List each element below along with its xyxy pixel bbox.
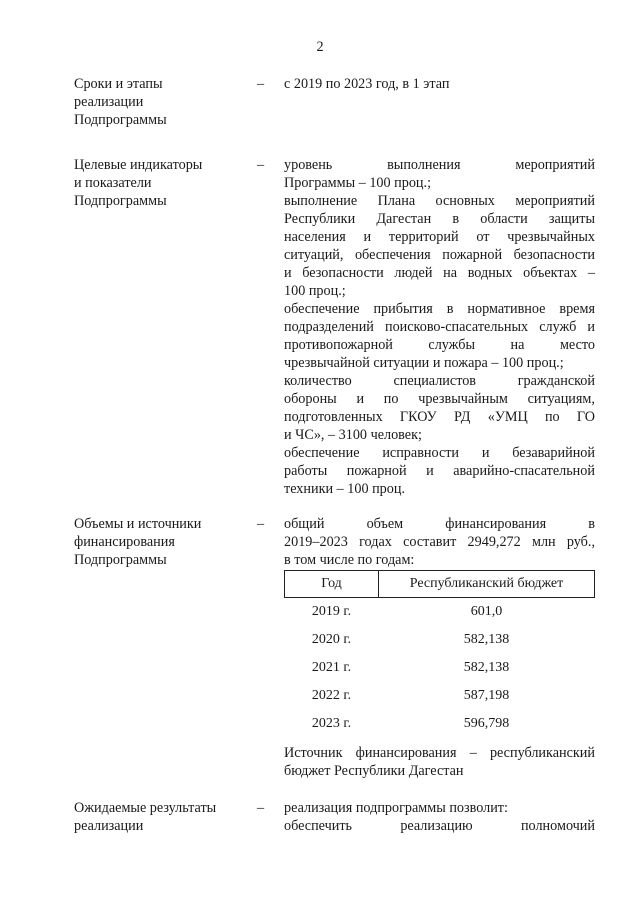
content-line bbox=[284, 300, 595, 318]
word: обеспечение bbox=[284, 445, 360, 461]
word: Дагестан bbox=[376, 211, 432, 227]
content-line: 100 проц.; bbox=[284, 283, 346, 299]
separator-dash: – bbox=[257, 76, 265, 92]
word: годах bbox=[359, 534, 392, 550]
label-line: Целевые индикаторы bbox=[74, 157, 203, 173]
word: уровень bbox=[284, 157, 333, 173]
financing-source bbox=[284, 744, 595, 780]
label-results bbox=[74, 799, 249, 835]
word: место bbox=[559, 337, 595, 353]
word: общий bbox=[284, 516, 325, 532]
content-line bbox=[284, 744, 595, 762]
content-line bbox=[284, 156, 595, 174]
content-line: с 2019 по 2023 год, в 1 этап bbox=[284, 76, 450, 92]
header-budget: Республиканский бюджет bbox=[379, 571, 595, 598]
word: – bbox=[587, 265, 595, 281]
label-line: Сроки и этапы bbox=[74, 76, 163, 92]
content-timeline bbox=[284, 75, 595, 93]
cell-year: 2020 г. bbox=[311, 632, 352, 647]
label-timeline bbox=[74, 75, 249, 129]
label-line: Подпрограммы bbox=[74, 112, 167, 128]
word: – bbox=[469, 745, 477, 761]
cell-year: 2023 г. bbox=[311, 716, 352, 731]
word: объектах bbox=[523, 265, 578, 281]
word: 2019–2023 bbox=[284, 534, 348, 550]
cell-budget: 587,198 bbox=[463, 688, 510, 703]
word: работы bbox=[284, 463, 328, 479]
content-line bbox=[284, 192, 595, 210]
financing-intro bbox=[284, 515, 595, 569]
cell-budget: 582,138 bbox=[463, 632, 510, 647]
label-line: Подпрограммы bbox=[74, 552, 167, 568]
content-line: чрезвычайной ситуации и пожара – 100 проц.; bbox=[284, 355, 564, 371]
word: населения bbox=[284, 229, 346, 245]
word: финансирования bbox=[355, 745, 457, 761]
label-line: реализации bbox=[74, 818, 144, 834]
content-line: техники – 100 проц. bbox=[284, 481, 406, 497]
word: руб., bbox=[566, 534, 595, 550]
word: аварийно-спасательной bbox=[453, 463, 595, 479]
word: мероприятий bbox=[515, 193, 595, 209]
word: обеспечения bbox=[354, 247, 431, 263]
table-row bbox=[285, 654, 595, 682]
word: нормативное bbox=[467, 301, 546, 317]
word: чрезвычайным bbox=[418, 391, 508, 407]
word: ситуаций, bbox=[284, 247, 344, 263]
word: обеспечить bbox=[284, 818, 353, 834]
content-line bbox=[284, 515, 595, 533]
content-line bbox=[284, 318, 595, 336]
word: выполнение bbox=[284, 193, 358, 209]
table-row bbox=[285, 626, 595, 654]
word: составит bbox=[403, 534, 457, 550]
content-line bbox=[284, 246, 595, 264]
cell-budget: 601,0 bbox=[470, 604, 503, 619]
word: количество bbox=[284, 373, 352, 389]
word: и bbox=[587, 319, 595, 335]
word: безопасности bbox=[513, 247, 595, 263]
content-line: реализация подпрограммы позволит: bbox=[284, 800, 508, 816]
word: территорий bbox=[388, 229, 459, 245]
word: Источник bbox=[284, 745, 343, 761]
word: подготовленных bbox=[284, 409, 383, 425]
label-line: и показатели bbox=[74, 175, 152, 191]
word: пожарной bbox=[442, 247, 503, 263]
word: службы bbox=[428, 337, 476, 353]
page-number: 2 bbox=[316, 39, 324, 55]
word: «УМЦ bbox=[487, 409, 528, 425]
word: гражданской bbox=[517, 373, 595, 389]
content-line bbox=[284, 462, 595, 480]
word: поисково-спасательных bbox=[384, 319, 529, 335]
word: выполнения bbox=[387, 157, 461, 173]
table-row bbox=[285, 710, 595, 738]
word: подразделений bbox=[284, 319, 374, 335]
word: Республики bbox=[284, 211, 356, 227]
word: по bbox=[544, 409, 560, 425]
word: республиканский bbox=[489, 745, 595, 761]
word: млн bbox=[531, 534, 556, 550]
word: безаварийной bbox=[512, 445, 595, 461]
content-financing bbox=[284, 515, 595, 780]
word: мероприятий bbox=[515, 157, 595, 173]
word: ГО bbox=[576, 409, 595, 425]
word: реализацию bbox=[400, 818, 473, 834]
word: ситуациям, bbox=[527, 391, 595, 407]
word: время bbox=[559, 301, 595, 317]
content-line bbox=[284, 444, 595, 462]
word: от bbox=[476, 229, 490, 245]
separator-dash: – bbox=[257, 157, 265, 173]
table-row bbox=[285, 682, 595, 710]
word: на bbox=[510, 337, 525, 353]
word: противопожарной bbox=[284, 337, 393, 353]
content-line: в том числе по годам: bbox=[284, 552, 415, 568]
word: в bbox=[452, 211, 460, 227]
label-line: Подпрограммы bbox=[74, 193, 167, 209]
content-line bbox=[284, 336, 595, 354]
word: объем bbox=[366, 516, 404, 532]
word: людей bbox=[394, 265, 433, 281]
word: полномочий bbox=[520, 818, 595, 834]
label-line: Ожидаемые результаты bbox=[74, 800, 217, 816]
cell-year: 2019 г. bbox=[311, 604, 352, 619]
word: исправности bbox=[382, 445, 460, 461]
table-row bbox=[285, 598, 595, 627]
word: финансирования bbox=[445, 516, 547, 532]
word: обороны bbox=[284, 391, 337, 407]
label-financing bbox=[74, 515, 249, 569]
word: Плана bbox=[377, 193, 416, 209]
word: прибытия bbox=[373, 301, 433, 317]
word: служб bbox=[539, 319, 577, 335]
word: водных bbox=[467, 265, 513, 281]
word: обеспечение bbox=[284, 301, 360, 317]
word: РД bbox=[453, 409, 471, 425]
word: по bbox=[383, 391, 399, 407]
word: основных bbox=[435, 193, 495, 209]
word: и bbox=[363, 229, 372, 245]
word: области bbox=[480, 211, 528, 227]
table-body bbox=[285, 598, 595, 739]
word: ГКОУ bbox=[399, 409, 437, 425]
label-line: финансирования bbox=[74, 534, 175, 550]
content-line bbox=[284, 372, 595, 390]
content-line: и ЧС», – 3100 человек; bbox=[284, 427, 422, 443]
cell-budget: 596,798 bbox=[463, 716, 510, 731]
word: и bbox=[426, 463, 434, 479]
header-year: Год bbox=[285, 571, 379, 598]
word: в bbox=[588, 516, 595, 532]
label-line: реализации bbox=[74, 94, 144, 110]
content-results bbox=[284, 799, 595, 835]
content-line bbox=[284, 408, 595, 426]
financing-table bbox=[284, 570, 595, 738]
word: и bbox=[481, 445, 490, 461]
word: пожарной bbox=[346, 463, 407, 479]
content-line bbox=[284, 817, 595, 835]
table-header-row bbox=[285, 571, 595, 598]
label-line: Объемы и источники bbox=[74, 516, 202, 532]
cell-budget: 582,138 bbox=[463, 660, 510, 675]
content-line bbox=[284, 210, 595, 228]
separator-dash: – bbox=[257, 800, 265, 816]
cell-year: 2021 г. bbox=[311, 660, 352, 675]
content-line: бюджет Республики Дагестан bbox=[284, 763, 464, 779]
word: и bbox=[284, 265, 292, 281]
content-line bbox=[284, 533, 595, 551]
content-line bbox=[284, 228, 595, 246]
word: чрезвычайных bbox=[507, 229, 595, 245]
separator-dash: – bbox=[257, 516, 265, 532]
word: и bbox=[356, 391, 365, 407]
label-indicators bbox=[74, 156, 249, 210]
content-line bbox=[284, 264, 595, 282]
word: 2949,272 bbox=[467, 534, 521, 550]
content-line: Программы – 100 проц.; bbox=[284, 175, 432, 191]
word: безопасности bbox=[302, 265, 384, 281]
content-line bbox=[284, 390, 595, 408]
content-indicators bbox=[284, 156, 595, 498]
word: на bbox=[443, 265, 458, 281]
cell-year: 2022 г. bbox=[311, 688, 352, 703]
word: защиты bbox=[548, 211, 595, 227]
word: в bbox=[446, 301, 454, 317]
word: специалистов bbox=[393, 373, 477, 389]
